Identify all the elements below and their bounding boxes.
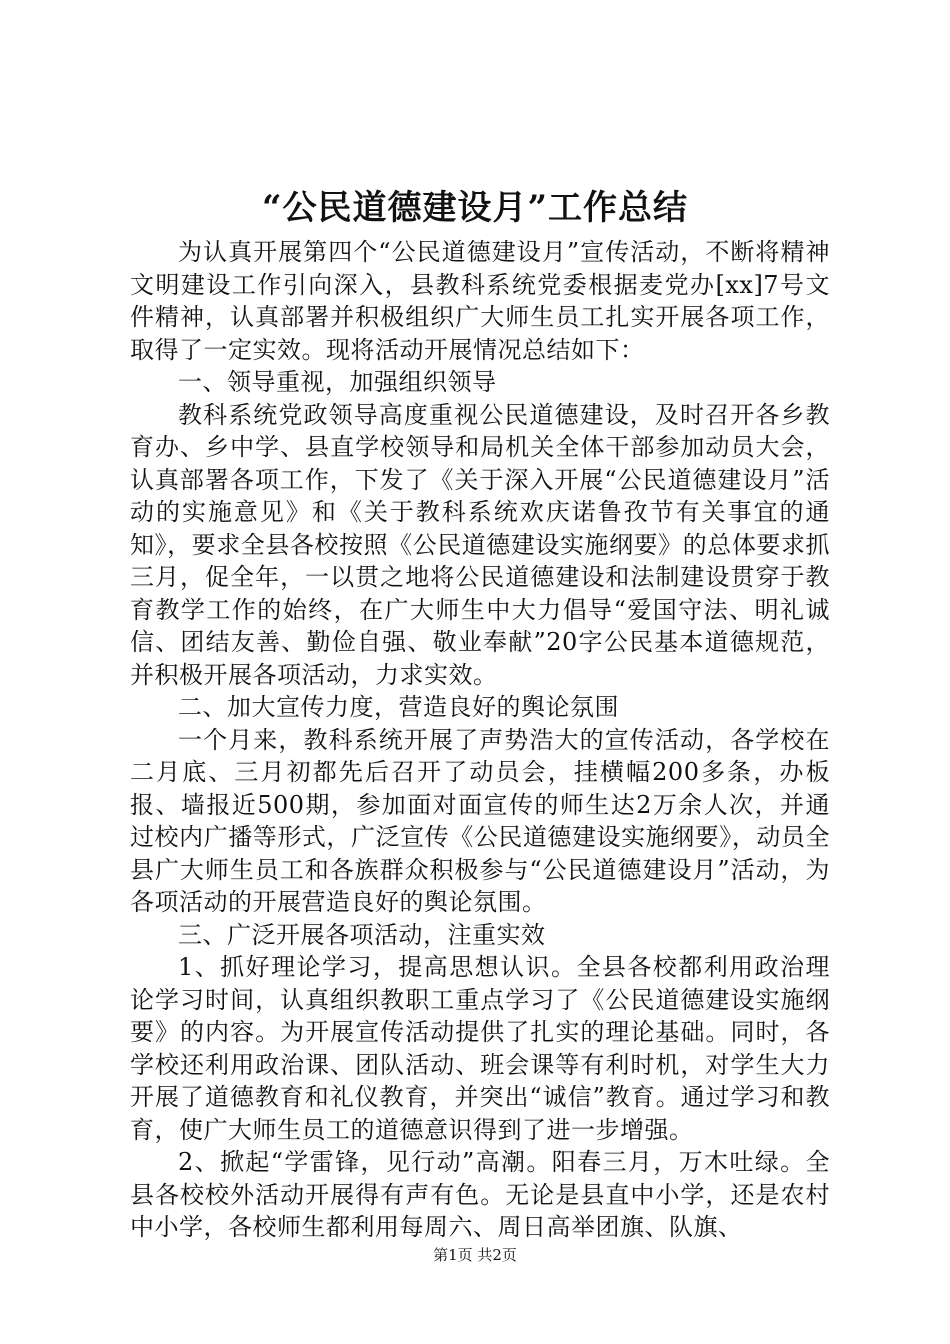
document-title: “公民道德建设月”工作总结	[261, 188, 689, 228]
section-heading-3: 三、广泛开展各项活动，注重实效	[178, 920, 546, 949]
intro-paragraph: 为认真开展第四个“公民道德建设月”宣传活动，不断将精神文明建设工作引向深入，县教科系统党委根据麦党办[xx]7号文件精神，认真部署并积极组织广大师生员工扎实开展各项工作，取得了一定实效。现将活动开展情况总结如下：	[130, 238, 830, 364]
section-3-item-1: 1、抓好理论学习，提高思想认识。全县各校都利用政治理论学习时间，认真组织教职工重点学习了《公民道德建设实施纲要》的内容。为开展宣传活动提供了扎实的理论基础。同时，各学校还利用政治课、团队活动、班会课等有利时机，对学生大力开展了道德教育和礼仪教育，并突出“诚信”教育。通过学习和教育，使广大师生员工的道德意识得到了进一步增强。	[130, 953, 830, 1144]
section-3-item-2: 2、掀起“学雷锋，见行动”高潮。阳春三月，万木吐绿。全县各校校外活动开展得有声有色。无论是县直中小学，还是农村中小学，各校师生都利用每周六、周日高举团旗、队旗、	[130, 1148, 830, 1241]
section-heading-2: 二、加大宣传力度，营造良好的舆论氛围	[178, 693, 619, 721]
section-2-paragraph: 一个月来，教科系统开展了声势浩大的宣传活动，各学校在二月底、三月初都先后召开了动员会，挂横幅200多条，办板报、墙报近500期，参加面对面宣传的师生达2万余人次，并通过校内广播等形式，广泛宣传《公民道德建设实施纲要》，动员全县广大师生员工和各族群众积极参与“公民道德建设月”活动，为各项活动的开展营造良好的舆论氛围。	[130, 725, 830, 916]
document-body	[130, 236, 830, 1244]
section-1-paragraph: 教科系统党政领导高度重视公民道德建设，及时召开各乡教育办、乡中学、县直学校领导和局机关全体干部参加动员大会，认真部署各项工作，下发了《关于深入开展“公民道德建设月”活动的实施意见》和《关于教科系统欢庆诺鲁孜节有关事宜的通知》，要求全县各校按照《公民道德建设实施纲要》的总体要求抓三月，促全年，一以贯之地将公民道德建设和法制建设贯穿于教育教学工作的始终，在广大师生中大力倡导“爱国守法、明礼诚信、团结友善、勤俭自强、敬业奉献”20字公民基本道德规范，并积极开展各项活动，力求实效。	[130, 400, 830, 689]
section-heading-1: 一、领导重视，加强组织领导	[178, 368, 497, 396]
page-number-footer: 第1页 共2页	[433, 1246, 517, 1264]
